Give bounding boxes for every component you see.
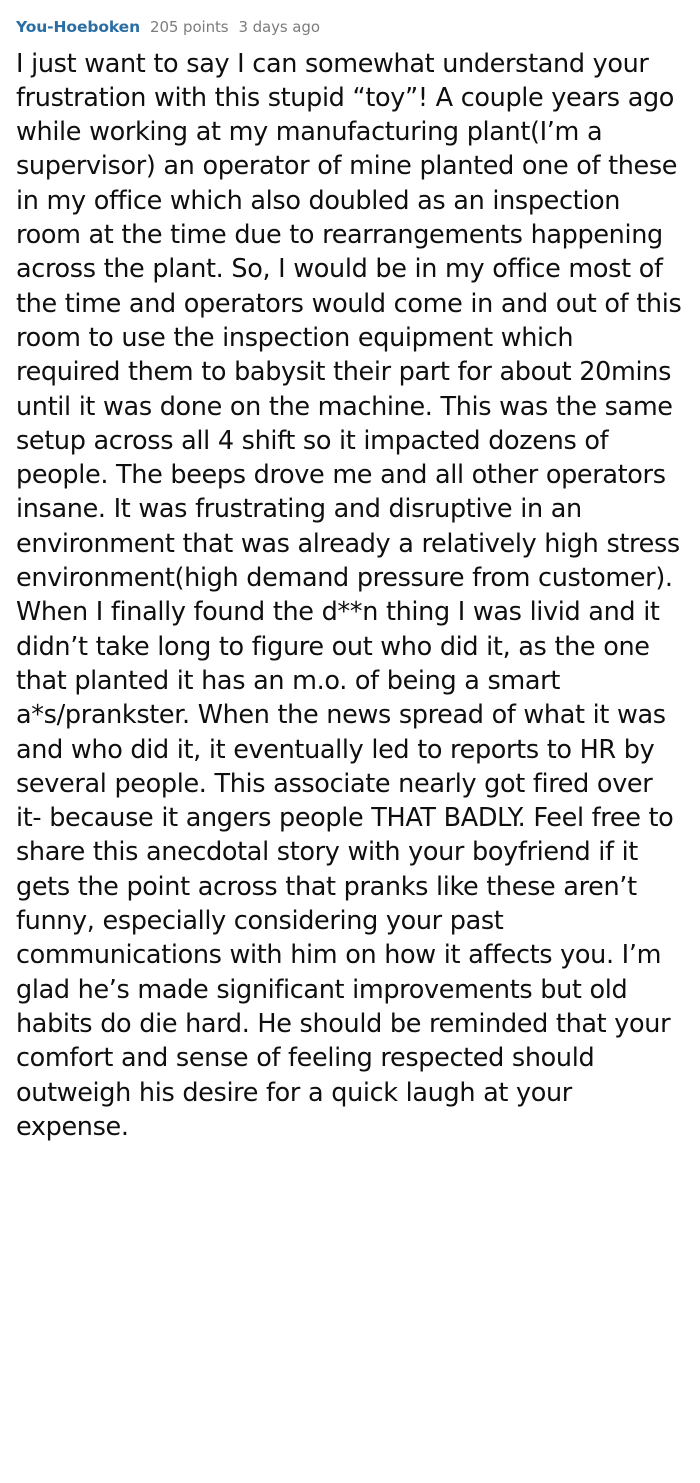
- comment-author[interactable]: You-Hoeboken: [16, 18, 141, 36]
- comment-body-text: I just want to say I can somewhat understand your frustration with this stupid “toy”! A couple years ago while working at my manufacturing plant(I’m a supervisor) an operator of mine planted one of these in my office which also doubled as an inspection room at the time due to rearrangements happening across the plant. So, I would be in my office most of the time and operators would come in and out of this room to use the inspection equipment which required them to babysit their part for about 20mins until it was done on the machine. This was the same setup across all 4 shift so it impacted dozens of people. The beeps drove me and all other operators insane. It was frustrating and disruptive in an environment that was already a relatively high stress environment(high demand pressure from customer). When I finally found the d**n thing I was livid and it didn’t take long to figure out who did it, as the one that planted it has an m.o. of being a smart a*s/prankster. When the news spread of what it was and who did it, it eventually led to reports to HR by several people. This associate nearly got fired over it- because it angers people THAT BADLY. Feel free to share this anecdotal story with your boyfriend if it gets the point across that pranks like these aren’t funny, especially considering your past communications with him on how it affects you. I’m glad he’s made significant improvements but old habits do die hard. He should be reminded that your comfort and sense of feeling respected should outweigh his desire for a quick laugh at your expense.: [16, 48, 682, 1142]
- comment-header: [16, 18, 684, 37]
- comment-points: 205 points: [150, 18, 229, 36]
- comment-timestamp: 3 days ago: [238, 18, 320, 36]
